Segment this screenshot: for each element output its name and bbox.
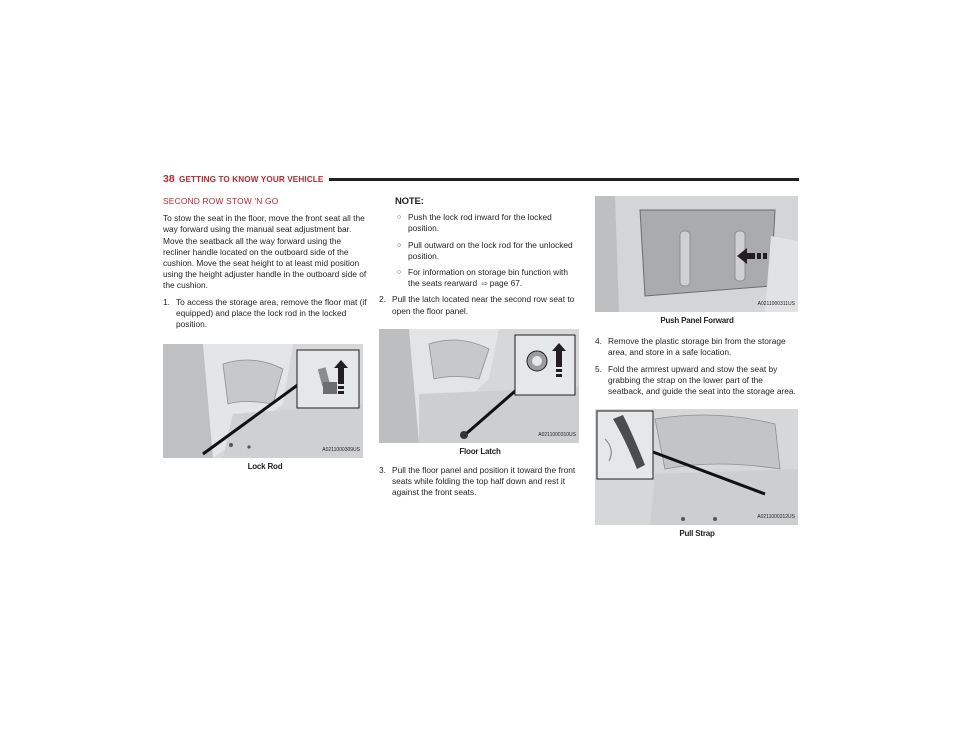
page-header	[163, 173, 799, 185]
figure-code: A0211000312US	[757, 514, 795, 521]
intro-paragraph: To stow the seat in the floor, move the front seat all the way forward using the manual seat adjustment bar. Move the seatback all the way forward using the recliner handle located on the outboard side of the cushion. Move the seat height to at least mid position using the height adjuster handle in the outboard side of the cushion.	[163, 213, 367, 291]
note-bullet: ○ For information on storage bin function with the seats rearward ⇨ page 67.	[397, 267, 569, 289]
section-title: GETTING TO KNOW YOUR VEHICLE	[179, 175, 324, 184]
step-text: Fold the armrest upward and stow the seat by grabbing the strap on the lower part of the seatback, and guide the seat into the storage area.	[608, 363, 796, 397]
step-number: 5.	[595, 363, 602, 374]
figure-image	[163, 344, 363, 458]
figure-floor-latch	[379, 329, 581, 457]
figure-caption: Pull Strap	[679, 529, 715, 539]
figure-image	[595, 196, 798, 312]
page-number: 38	[163, 173, 175, 185]
figure-code: A0211000309US	[322, 447, 360, 454]
arrow-right-icon: ⇨	[481, 279, 488, 289]
bullet-circle-icon: ○	[397, 241, 402, 249]
figure-image	[379, 329, 579, 443]
column-2	[379, 196, 581, 499]
header-rule	[329, 178, 799, 181]
step-3	[379, 465, 581, 499]
note-bullet: ○ Push the lock rod inward for the locked position.	[397, 212, 552, 234]
note-bullet: ○ Pull outward on the lock rod for the unlocked position.	[397, 239, 573, 261]
bullet-circle-icon: ○	[397, 214, 402, 222]
section-heading: SECOND ROW STOW 'N GO	[163, 196, 279, 206]
bullet-circle-icon: ○	[397, 269, 402, 277]
figure-caption: Lock Rod	[247, 462, 283, 472]
step-text: Pull the latch located near the second row seat to open the floor panel.	[392, 294, 575, 316]
step-2	[379, 294, 581, 316]
figure-code: A0211000310US	[538, 431, 576, 438]
figure-lock-rod	[163, 344, 367, 472]
note-heading: NOTE:	[395, 196, 424, 207]
figure-caption: Push Panel Forward	[660, 316, 734, 325]
step-5	[595, 364, 799, 398]
figure-pull-strap	[595, 409, 799, 539]
figure-code: A0211000311US	[757, 300, 795, 307]
figure-image	[595, 409, 798, 525]
step-1	[163, 297, 367, 331]
page-reference-link[interactable]: page 67.	[489, 278, 523, 289]
column-1	[163, 196, 367, 472]
figure-push-panel	[595, 196, 799, 326]
step-number: 2.	[379, 294, 386, 305]
step-text: Pull the floor panel and position it toward the front seats while folding the top half down and rest it against the front seats.	[392, 465, 576, 498]
step-number: 3.	[379, 465, 386, 476]
step-number: 4.	[595, 336, 602, 347]
step-text: Remove the plastic storage bin from the storage area, and store in a safe location.	[608, 336, 786, 358]
step-4	[595, 336, 799, 358]
figure-caption: Floor Latch	[459, 446, 501, 456]
step-text: To access the storage area, remove the floor mat (if equipped) and place the lock rod in the locked position.	[176, 296, 367, 330]
column-3	[595, 196, 799, 539]
step-number: 1.	[163, 296, 170, 307]
